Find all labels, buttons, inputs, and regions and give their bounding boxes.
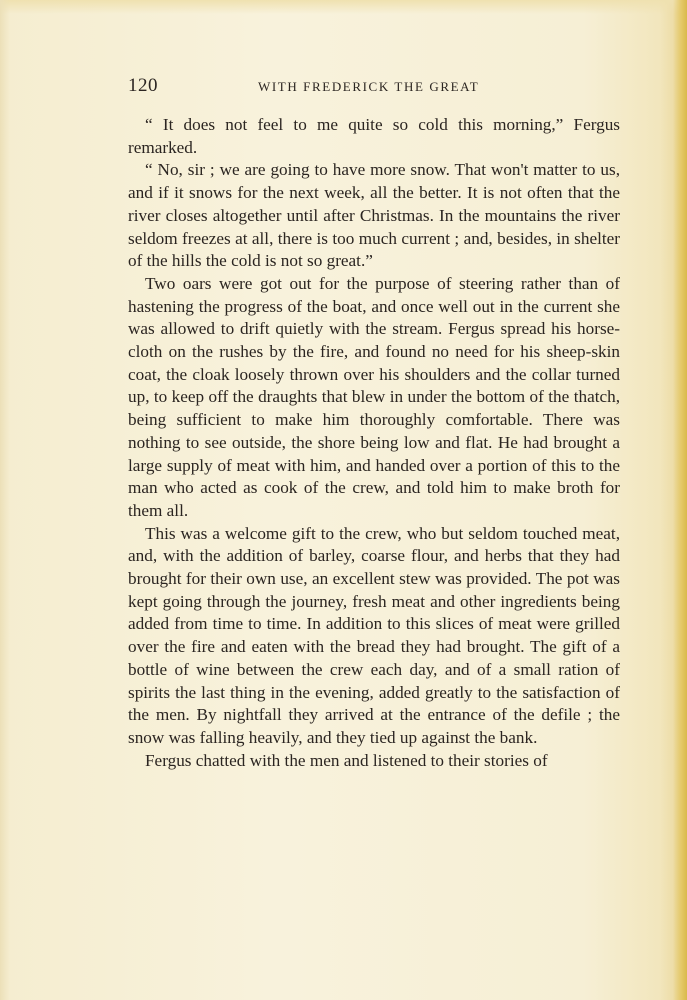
body-text — [128, 114, 620, 772]
paragraph: “ No, sir ; we are going to have more snow. That won't matter to us, and if it snows for the next week, all the better. It is not often that the river closes altogether until after Christmas. In the mountains the river seldom freezes at all, there is too much current ; and, besides, in shelter of the hills the cold is not so great.” — [128, 160, 620, 271]
page-number: 120 — [128, 75, 158, 96]
page-left-edge — [0, 0, 10, 1000]
paragraph: “ It does not feel to me quite so cold this morning,” Fergus remarked. — [128, 115, 620, 157]
paragraph: This was a welcome gift to the crew, who but seldom touched meat, and, with the addition of barley, coarse flour, and herbs that they had brought for their own use, an excellent stew was provided. The pot was kept going through the journey, fresh meat and other ingredients being added from time to time. In addition to this slices of meat were grilled over the fire and eaten with the bread they had brought. The gift of a bottle of wine between the crew each day, and of a small ration of spirits the last thing in the evening, added greatly to the satisfaction of the men. By nightfall they arrived at the entrance of the defile ; the snow was falling heavily, and they tied up against the bank. — [128, 523, 620, 747]
paragraph: Fergus chatted with the men and listened to their stories of — [145, 750, 548, 770]
page-header — [128, 75, 620, 99]
page-right-edge — [673, 0, 687, 1000]
page-top-edge — [0, 0, 687, 14]
paragraph: Two oars were got out for the purpose of steering rather than of hastening the progress of the boat, and once well out in the current she was allowed to drift quietly with the stream. Fergus spread his horse-cloth on the rushes by the fire, and found no need for his sheep-skin coat, the cloak loosely thrown over his shoulders and the collar turned up, to keep off the draughts that blew in under the bottom of the thatch, being sufficient to make him thoroughly comfortable. There was nothing to see outside, the shore being low and flat. He had brought a large supply of meat with him, and handed over a portion of this to the man who acted as cook of the crew, and told him to make broth for them all. — [128, 273, 620, 520]
running-head: WITH FREDERICK THE GREAT — [258, 79, 480, 94]
